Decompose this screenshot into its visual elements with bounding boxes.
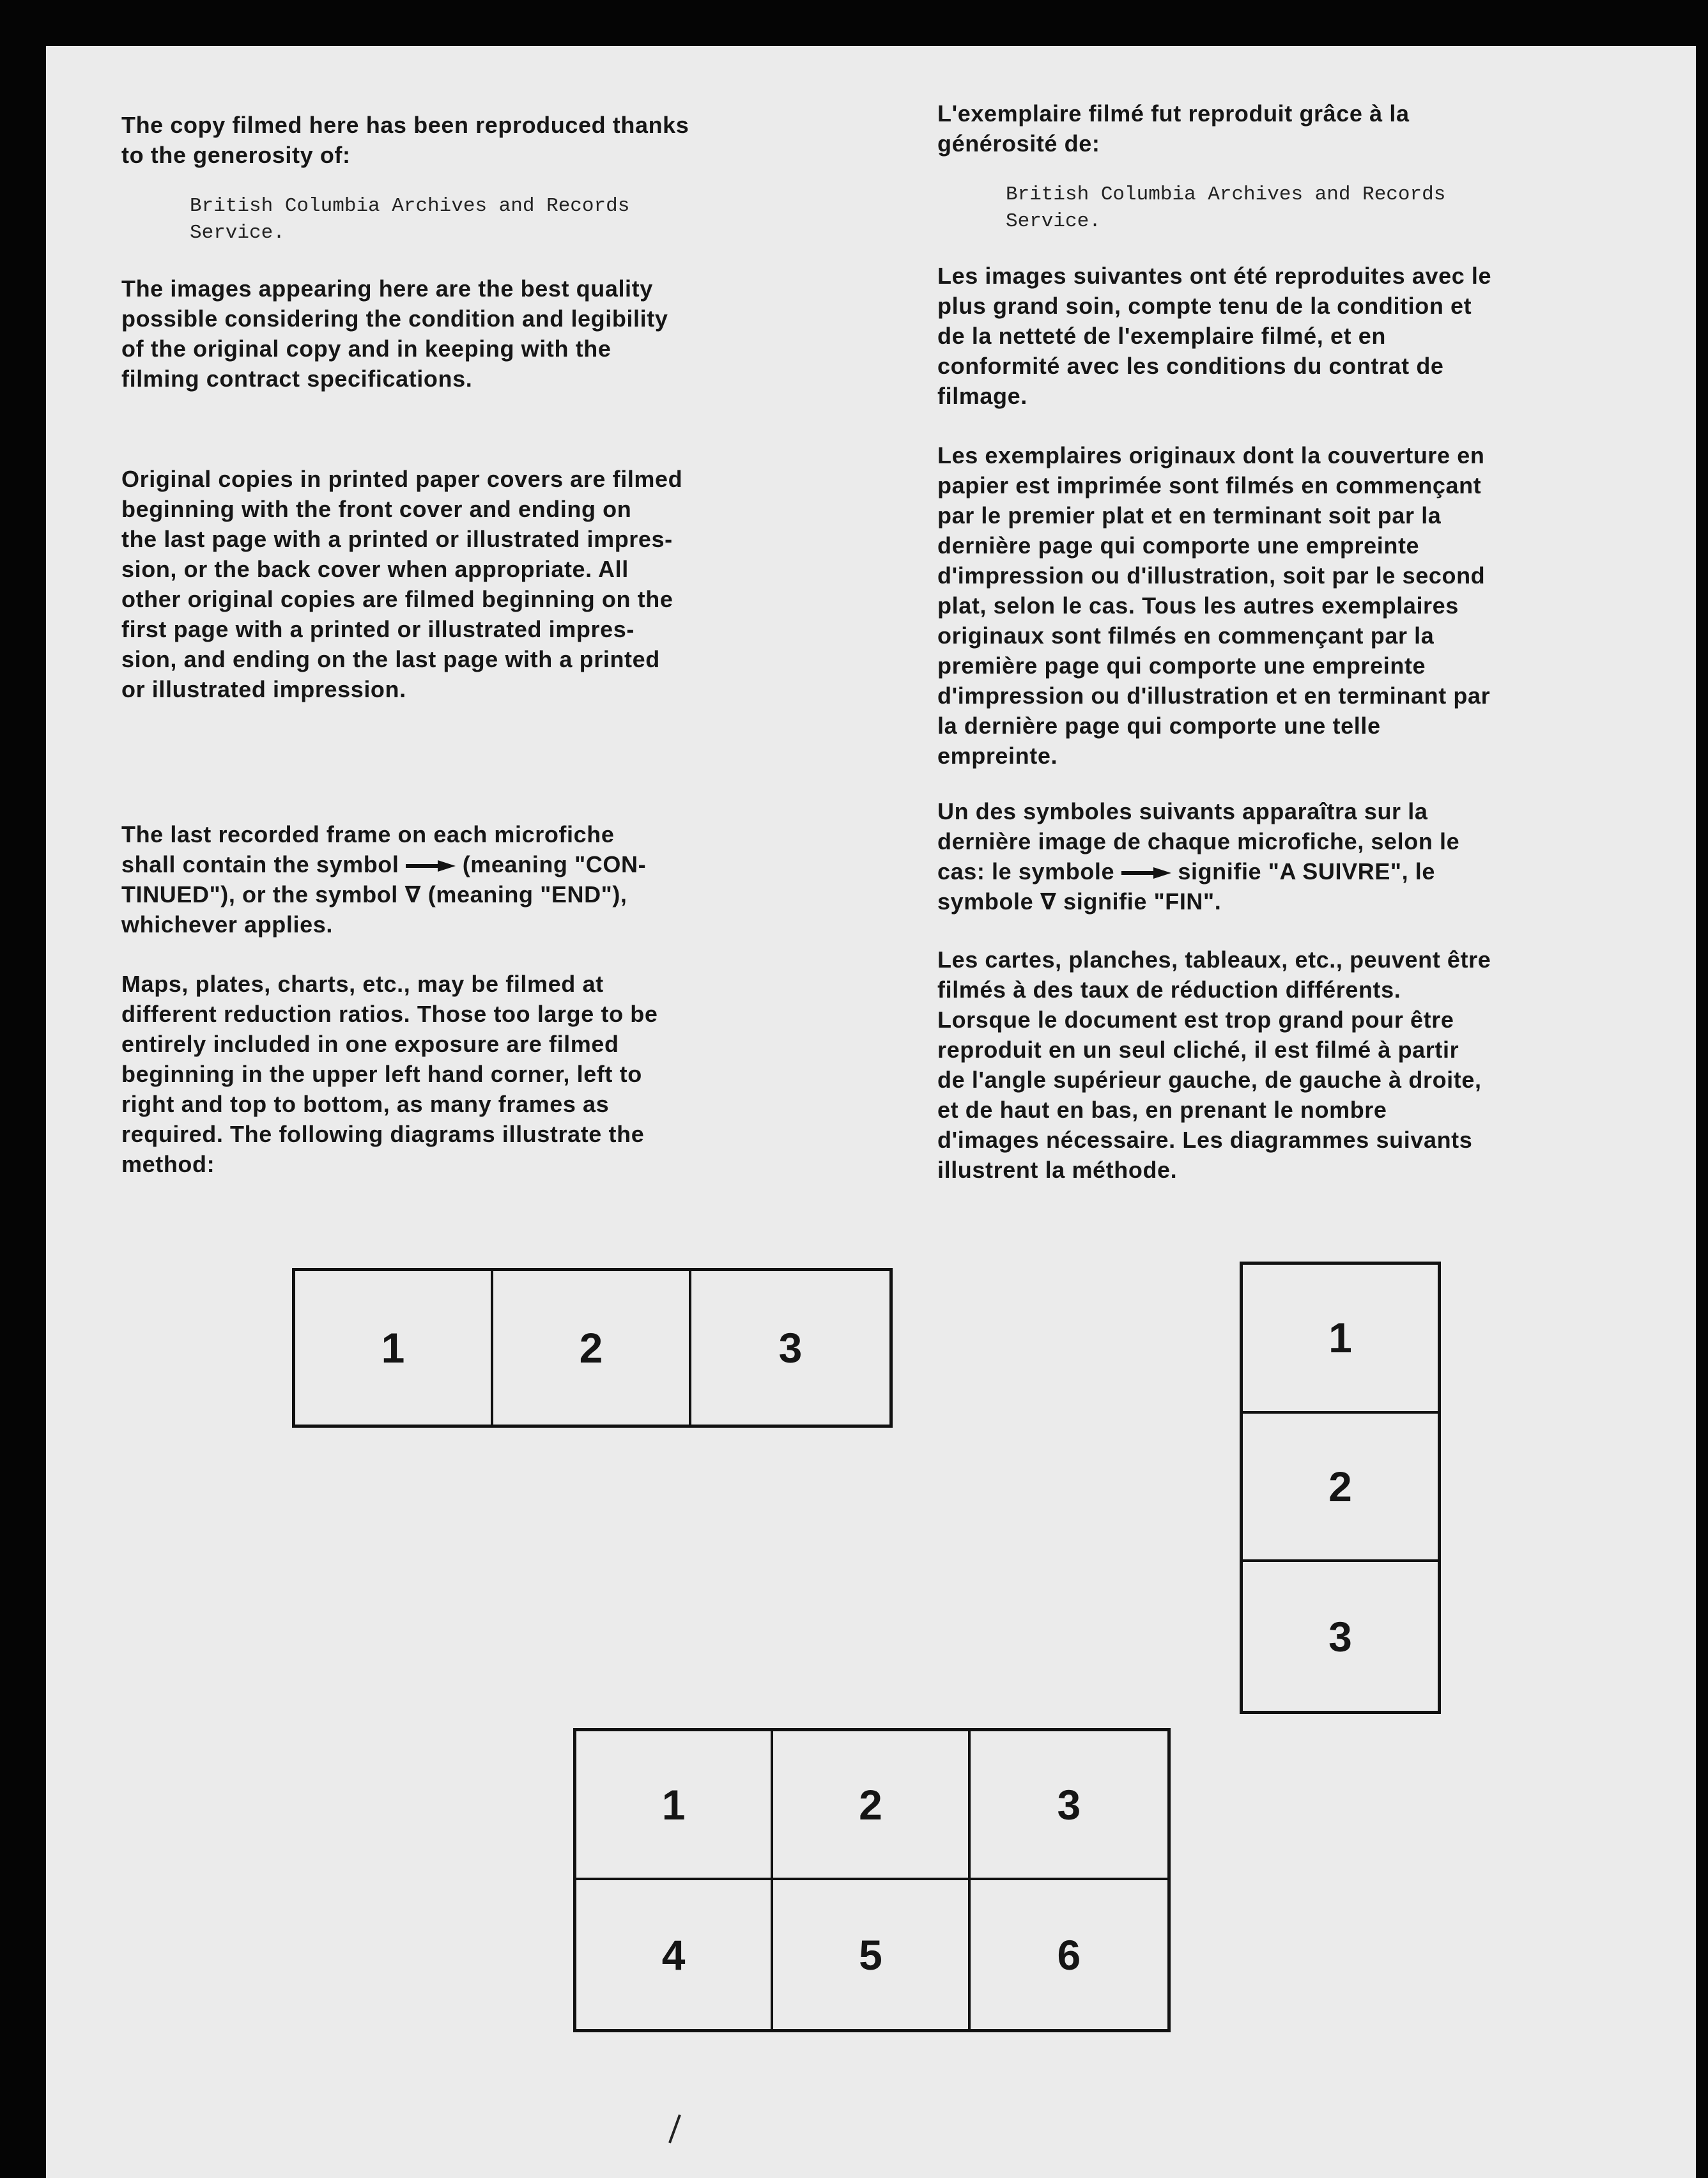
frame-cell: 1 [576,1731,773,1880]
symbol-text [121,819,856,939]
frame-cell: 3 [778,1324,803,1371]
pen-mark [666,2113,685,2145]
quality-text: The images appearing here are the best quality possible considering the condition and legibility of the original copy and in keeping with the filming contract specifications. [121,275,668,392]
french-column [937,98,1672,1185]
horizontal-frame-diagram [292,1268,893,1428]
frame-cell: 1 [295,1271,493,1425]
institution-name-fr: British Columbia Archives and Records Service. [1006,183,1446,233]
english-column [121,110,856,1179]
frame-cell: 2 [493,1271,691,1425]
vertical-frame-diagram [1240,1262,1441,1714]
frame-cell: 3 [971,1731,1167,1880]
maps-text: Maps, plates, charts, etc., may be filmed at different reduction ratios. Those too large to be entirely included in one exposure are filmed beginning in the upper left hand corner, left to right and top to bottom, as many frames as required. The following diagrams illustrate the method: [121,971,658,1177]
intro-text: The copy filmed here has been reproduced thanks to the generosity of: [121,112,689,168]
maps-text-fr: Les cartes, planches, tableaux, etc., peuvent être filmés à des taux de réduction différents. Lorsque le document est trop grand pour être reproduit en un seul cliché, il est filmé à partir de l'angle supérieur gauche, de gauche à droite, et de haut en bas, en prenant le nombre d'images nécessaire. Les diagrammes suivants illustrent la méthode. [937,946,1491,1183]
frame-cell: 2 [1243,1414,1438,1563]
frame-cell: 4 [576,1880,773,2029]
symbol-text-fr-part1: Un des symboles suivants apparaîtra sur la dernière image de chaque microfiche, selon le cas: le symbole [937,798,1460,884]
frame-cell: 2 [773,1731,970,1880]
quality-text-fr: Les images suivantes ont été reproduites avec le plus grand soin, compte tenu de la condition et de la netteté de l'exemplaire filmé, et en conformité avec les conditions du contrat de filmage. [937,263,1492,409]
suivre-arrow-icon [1121,856,1171,886]
continued-arrow-icon [406,849,456,879]
original-copies-text-fr: Les exemplaires originaux dont la couverture en papier est imprimée sont filmés en commençant par le premier plat et en terminant soit par la dernière page qui comporte une empreinte d'impression ou d'illustration, soit par le second plat, selon le cas. Tous les autres exemplaires originaux sont filmés en commençant par la première page qui comporte une empreinte d'impression ou d'illustration et en terminant par la dernière page qui comporte une telle empreinte. [937,442,1491,769]
institution-name: British Columbia Archives and Records Service. [190,195,630,244]
film-target-page [46,46,1696,2178]
frame-cell: 5 [773,1880,970,2029]
symbol-text-fr-part2: signifie "A SUIVRE", le symbole ∇ signifie "FIN". [937,858,1436,915]
symbol-text-fr [937,796,1672,916]
frame-cell: 6 [1057,1931,1081,1979]
original-copies-text: Original copies in printed paper covers are filmed beginning with the front cover and ending on the last page with a printed or illustrated impres- sion, or the back cover when appropriate. All other original copies are filmed beginning on the first page with a printed or illustrated impres- sion, and ending on the last page with a printed or illustrated impression. [121,466,683,702]
frame-cell: 1 [1243,1265,1438,1414]
intro-text-fr: L'exemplaire filmé fut reproduit grâce à la générosité de: [937,100,1410,157]
symbol-text-part1: The last recorded frame on each microfiche shall contain the symbol [121,821,615,877]
symbol-text-part2: (meaning "CON- TINUED"), or the symbol ∇ (meaning "END"), whichever applies. [121,851,647,938]
grid-frame-diagram [573,1728,1171,2032]
frame-cell: 3 [1328,1612,1352,1660]
